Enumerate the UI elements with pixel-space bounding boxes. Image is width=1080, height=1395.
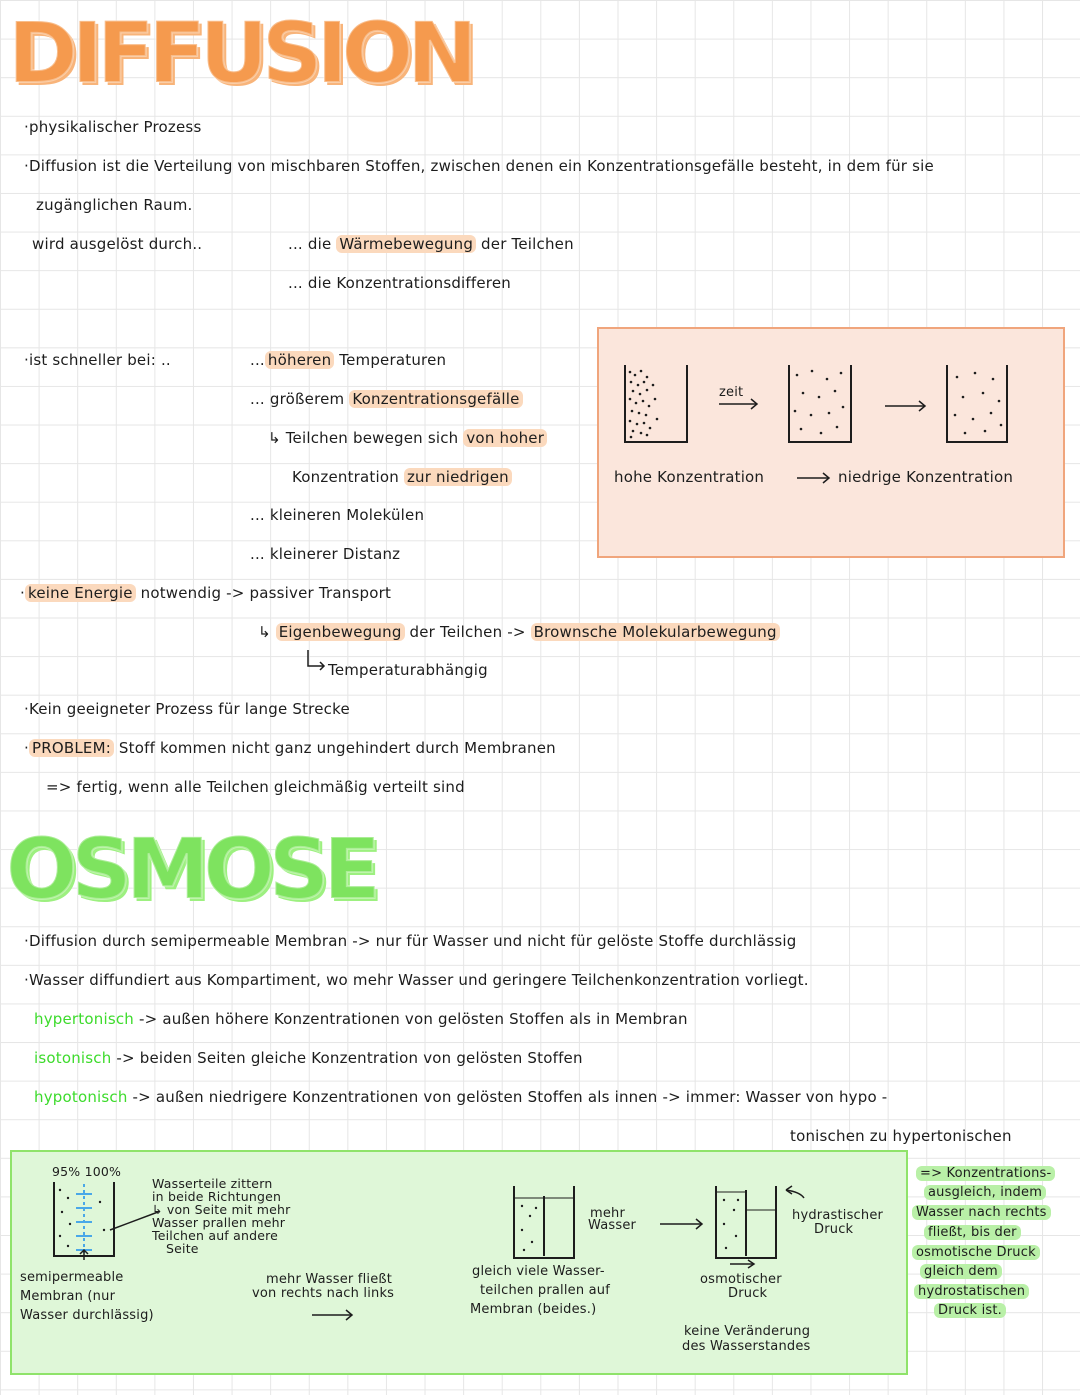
- osmotic-pressure-2: Druck: [728, 1286, 768, 1301]
- membrane-label-3: Wasser durchlässig): [20, 1308, 154, 1323]
- wiggle-line-2: in beide Richtungen: [152, 1189, 282, 1204]
- note-line-1: => Konzentrations-: [916, 1166, 1055, 1181]
- hydro-pressure-1: hydrastischer: [792, 1208, 884, 1223]
- faster-item-1: ... höheren Temperaturen: [250, 351, 447, 369]
- trigger-label: wird ausgelöst durch..: [32, 235, 203, 253]
- low-concentration-label: niedrige Konzentration: [838, 468, 1014, 486]
- faster-item-3: ... kleineren Molekülen: [250, 506, 425, 524]
- pressure-arrows: [730, 1186, 804, 1268]
- more-water-2: Wasser: [588, 1218, 637, 1233]
- explain-pointer: [110, 1212, 158, 1230]
- beaker-equal: [514, 1186, 574, 1258]
- osmose-bullet-1: ·Diffusion durch semipermeable Membran -> nur für Wasser und nicht für gelöste Stoffe durchlässig: [24, 932, 797, 950]
- done-line: => fertig, wenn alle Teilchen gleichmäßig verteilt sind: [46, 778, 465, 796]
- high-concentration-label: hohe Konzentration: [614, 468, 765, 486]
- particles-dense: [629, 370, 659, 439]
- wiggle-line-4: Wasser prallen mehr: [152, 1215, 286, 1230]
- note-line-8: Druck ist.: [934, 1303, 1006, 1318]
- flow-label-2: von rechts nach links: [252, 1286, 395, 1301]
- brownian-line: ↳ Eigenbewegung der Teilchen -> Brownsche Molekularbewegung: [258, 623, 780, 641]
- isotonic-line: isotonisch -> beiden Seiten gleiche Konzentration von gelösten Stoffen: [34, 1049, 583, 1067]
- wiggle-line-6: Seite: [166, 1241, 199, 1256]
- flow-arrow: [312, 1310, 352, 1320]
- faster-item-2: ... größerem Konzentrationsgefälle: [250, 390, 523, 408]
- note-line-5: osmotische Druck: [912, 1245, 1040, 1260]
- note-line-3: Wasser nach rechts: [912, 1205, 1051, 1220]
- hypotonic-line: hypotonisch -> außen niedrigere Konzentrationen von gelösten Stoffen als innen -> immer: Wasser von hypo -: [34, 1088, 888, 1106]
- faster-label: ·ist schneller bei: ..: [24, 351, 171, 369]
- long-distance-line: ·Kein geeigneter Prozess für lange Strecke: [24, 700, 350, 718]
- more-water-1: mehr: [590, 1206, 626, 1221]
- osmose-bullet-2: ·Wasser diffundiert aus Kompartiment, wo mehr Wasser und geringere Teilchenkonzentration vorliegt.: [24, 971, 809, 989]
- osmose-title: OSMOSE: [6, 820, 375, 918]
- problem-line: · PROBLEM: Stoff kommen nicht ganz ungehindert durch Membranen: [24, 739, 556, 757]
- faster-item-2-sub: ↳ Teilchen bewegen sich von hoher: [268, 429, 547, 447]
- beaker-high-concentration: [625, 365, 687, 442]
- particles-mid: [794, 370, 845, 435]
- hypotonic-line-cont: tonischen zu hypertonischen: [790, 1127, 1012, 1145]
- faster-item-2-sub-cont: Konzentration zur niedrigen: [292, 468, 512, 486]
- time-label: zeit: [719, 385, 744, 400]
- note-line-6: gleich dem: [920, 1264, 1002, 1279]
- note-line-2: ausgleich, indem: [924, 1185, 1046, 1200]
- membrane-particles: [59, 1189, 105, 1247]
- percent-label: 95% 100%: [52, 1164, 122, 1179]
- diffusion-beakers: [597, 327, 1065, 558]
- wiggle-line-3: ↳ von Seite mit mehr: [152, 1202, 291, 1217]
- membrane-label-2: Membran (nur: [20, 1289, 116, 1304]
- temperature-arrow: [300, 650, 330, 672]
- beaker-middle: [789, 365, 851, 442]
- hypertonic-line: hypertonisch -> außen höhere Konzentrationen von gelösten Stoffen als in Membran: [34, 1010, 688, 1028]
- note-line-4: fließt, bis der: [924, 1225, 1021, 1240]
- faster-item-4: ... kleinerer Distanz: [250, 545, 401, 563]
- hydro-pressure-2: Druck: [814, 1222, 854, 1237]
- temperature-dependent: Temperaturabhängig: [328, 661, 488, 679]
- equal-arrow: [660, 1219, 702, 1229]
- trigger-item-1: ... die Wärmebewegung der Teilchen: [288, 235, 574, 253]
- wiggle-line-1: Wasserteile zittern: [152, 1176, 273, 1191]
- bullet-definition-cont: zugänglichen Raum.: [36, 196, 193, 214]
- pressure-particles: [723, 1199, 739, 1249]
- note-line-7: hydrostatischen: [914, 1284, 1029, 1299]
- equal-label-2: teilchen prallen auf: [480, 1283, 611, 1298]
- trigger-item-2: ... die Konzentrationsdifferen: [288, 274, 511, 292]
- particles-sparse: [954, 372, 1003, 435]
- flow-label-1: mehr Wasser fließt: [266, 1272, 393, 1287]
- membrane-label-1: semipermeable: [20, 1270, 124, 1285]
- bullet-definition: ·Diffusion ist die Verteilung von mischbaren Stoffen, zwischen denen ein Konzentrationsgefälle besteht, in dem für sie: [24, 157, 934, 175]
- bullet-physical-process: ·physikalischer Prozess: [24, 118, 202, 136]
- beaker-pressure: [716, 1186, 776, 1258]
- wiggle-line-5: Teilchen auf andere: [152, 1228, 279, 1243]
- diffusion-title: DIFFUSION: [8, 4, 472, 102]
- equal-particles: [521, 1205, 537, 1251]
- osmotic-pressure-1: osmotischer: [700, 1272, 782, 1287]
- equal-label-1: gleich viele Wasser-: [472, 1264, 605, 1279]
- no-change-1: keine Veränderung: [684, 1324, 811, 1339]
- energy-line: · keine Energie notwendig -> passiver Transport: [20, 584, 392, 602]
- no-change-2: des Wasserstandes: [682, 1339, 811, 1354]
- equal-label-3: Membran (beides.): [470, 1302, 597, 1317]
